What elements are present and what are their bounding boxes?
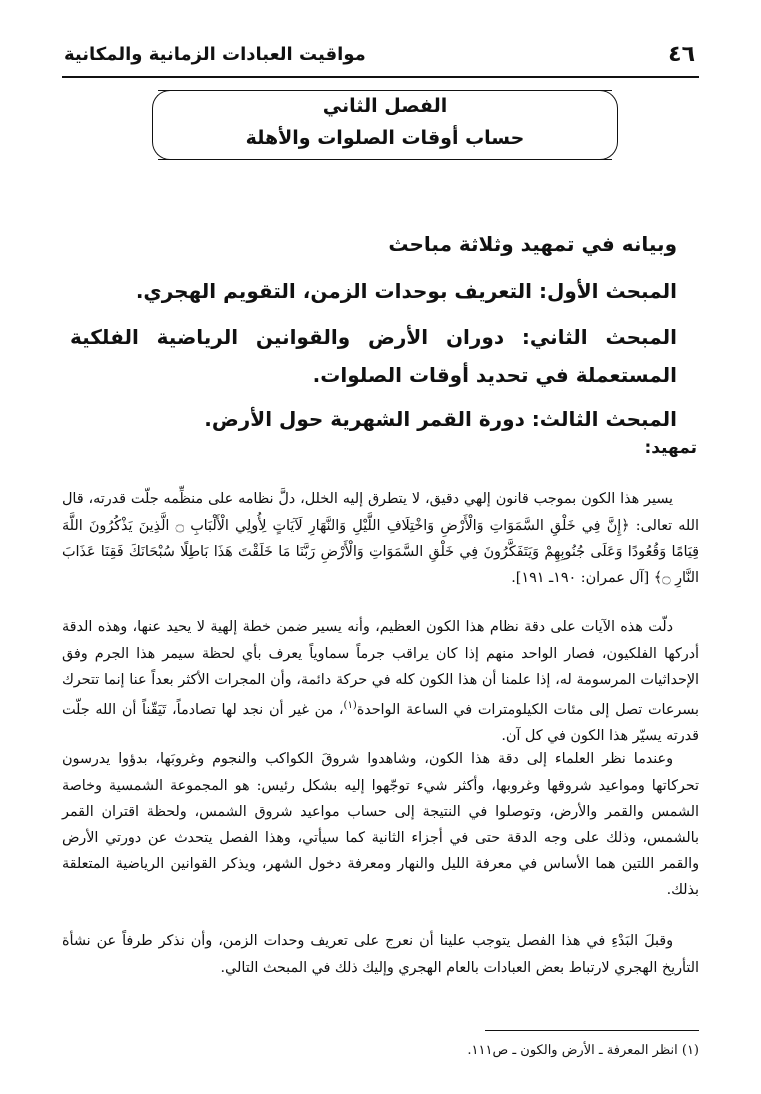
quran-verse: ﴿إِنَّ فِي خَلْقِ السَّمَوَاتِ وَالْأَرْضِ وَاخْتِلَافِ اللَّيْلِ وَالنَّهَارِ لَآيَاتٍ لِأُولِي الْأَلْبَابِ ۝ الَّذِينَ يَذْكُرُونَ اللَّهَ قِيَامًا وَقُعُودًا وَعَلَى جُنُوبِهِمْ وَيَتَفَكَّرُونَ فِي خَلْقِ السَّمَوَاتِ وَالْأَرْضِ رَبَّنَا مَا خَلَقْتَ هَذَا بَاطِلًا سُبْحَانَكَ فَقِنَا عَذَابَ النَّارِ ۝﴾ [62,517,699,586]
paragraph-2 [62,614,699,749]
paragraph-4: وقبلَ البَدْءِ في هذا الفصل يتوجب علينا أن نعرج على تعريف وحدات الزمن، وأن نذكر طرفاً عن نشأة التأريخ الهجري لارتباط بعض العبادات بالعام الهجري وإليك ذلك في المبحث التالي. [62,933,699,976]
prelude-heading: تمهيد: [644,438,697,458]
chapter-title-box [158,90,612,160]
chapter-intro-heading: وبيانه في تمهيد وثلاثة مباحث [388,232,677,256]
section-heading-3: المبحث الثالث: دورة القمر الشهرية حول الأرض. [204,407,677,431]
paragraph-2-end: ، من غير أن نجد لها تصادماً، تَيَقّناً أن الله جلّت قدرته يسيّر هذا الكون في كل آن. [62,701,699,744]
book-title: مواقيت العبادات الزمانية والمكانية [64,44,366,65]
section-heading-2: المبحث الثاني: دوران الأرض والقوانين الرياضية الفلكية المستعملة في تحديد أوقات الصلوات. [70,325,677,387]
footnote-marker: (١) [343,699,357,711]
footnote: (١) انظر المعرفة ـ الأرض والكون ـ ص١١١. [467,1043,699,1058]
section-heading-1: المبحث الأول: التعريف بوحدات الزمن، التقويم الهجري. [135,279,677,303]
paragraph-2-main: دلّت هذه الآيات على دقة نظام هذا الكون العظيم، وأنه يسير ضمن خطة إلهية لا يحيد عنها، وهذه الدقة أدركها الفلكيون، فصار الواحد منهم إذا كان يراقب جرماً سماوياً يعرف بأي لحظة سيمر هذا الجرم وفق الإحداثيات المرسومة له، إذا علمنا أن هذا الكون كله في حركة دائمة، وأن المجرات الأكثر بعداً عنا إنما تتحرك بسرعات تصل إلى مئات الكيلومترات في الساعة الواحدة [62,619,700,718]
running-header [62,40,699,78]
page-number: ٤٦ [668,42,695,67]
verse-reference: [آل عمران: ١٩٠ـ ١٩١]. [511,569,654,586]
chapter-label: الفصل الثاني [322,95,448,117]
chapter-title: حساب أوقات الصلوات والأهلة [245,127,525,149]
footnote-divider [485,1030,699,1031]
paragraph-3: وعندما نظر العلماء إلى دقة هذا الكون، وشاهدوا شروقَ الكواكب والنجوم وغروبَها، بدؤوا يدرسون تحركاتها ومواعيد شروقها وغروبها، وأكثر شيء توجّهوا إليه بشكل رئيس: هو المجموعة الشمسية وخاصة الشمس والقمر والأرض، وتوصلوا في النتيجة إلى حساب مواعيد شروق الشمس، ولحظة اقتران القمر بالشمس، وذلك على وجه الدقة حتى في أجزاء الثانية كما سيأتي، وهذا الفصل يتحدث عن دورتي الأرض والقمر اللتين هما الأساس في معرفة الليل والنهار ومعرفة دخول الشهر، ويذكر القوانين الرياضية المتعلقة بذلك. [62,751,699,899]
paragraph-1-intro: يسير هذا الكون بموجب قانون إلهي دقيق، لا يتطرق إليه الخلل، دلَّ نظامه على منظِّمه جلّت قدرته، قال الله تعالى: [62,491,699,534]
paragraph-1 [62,486,699,591]
